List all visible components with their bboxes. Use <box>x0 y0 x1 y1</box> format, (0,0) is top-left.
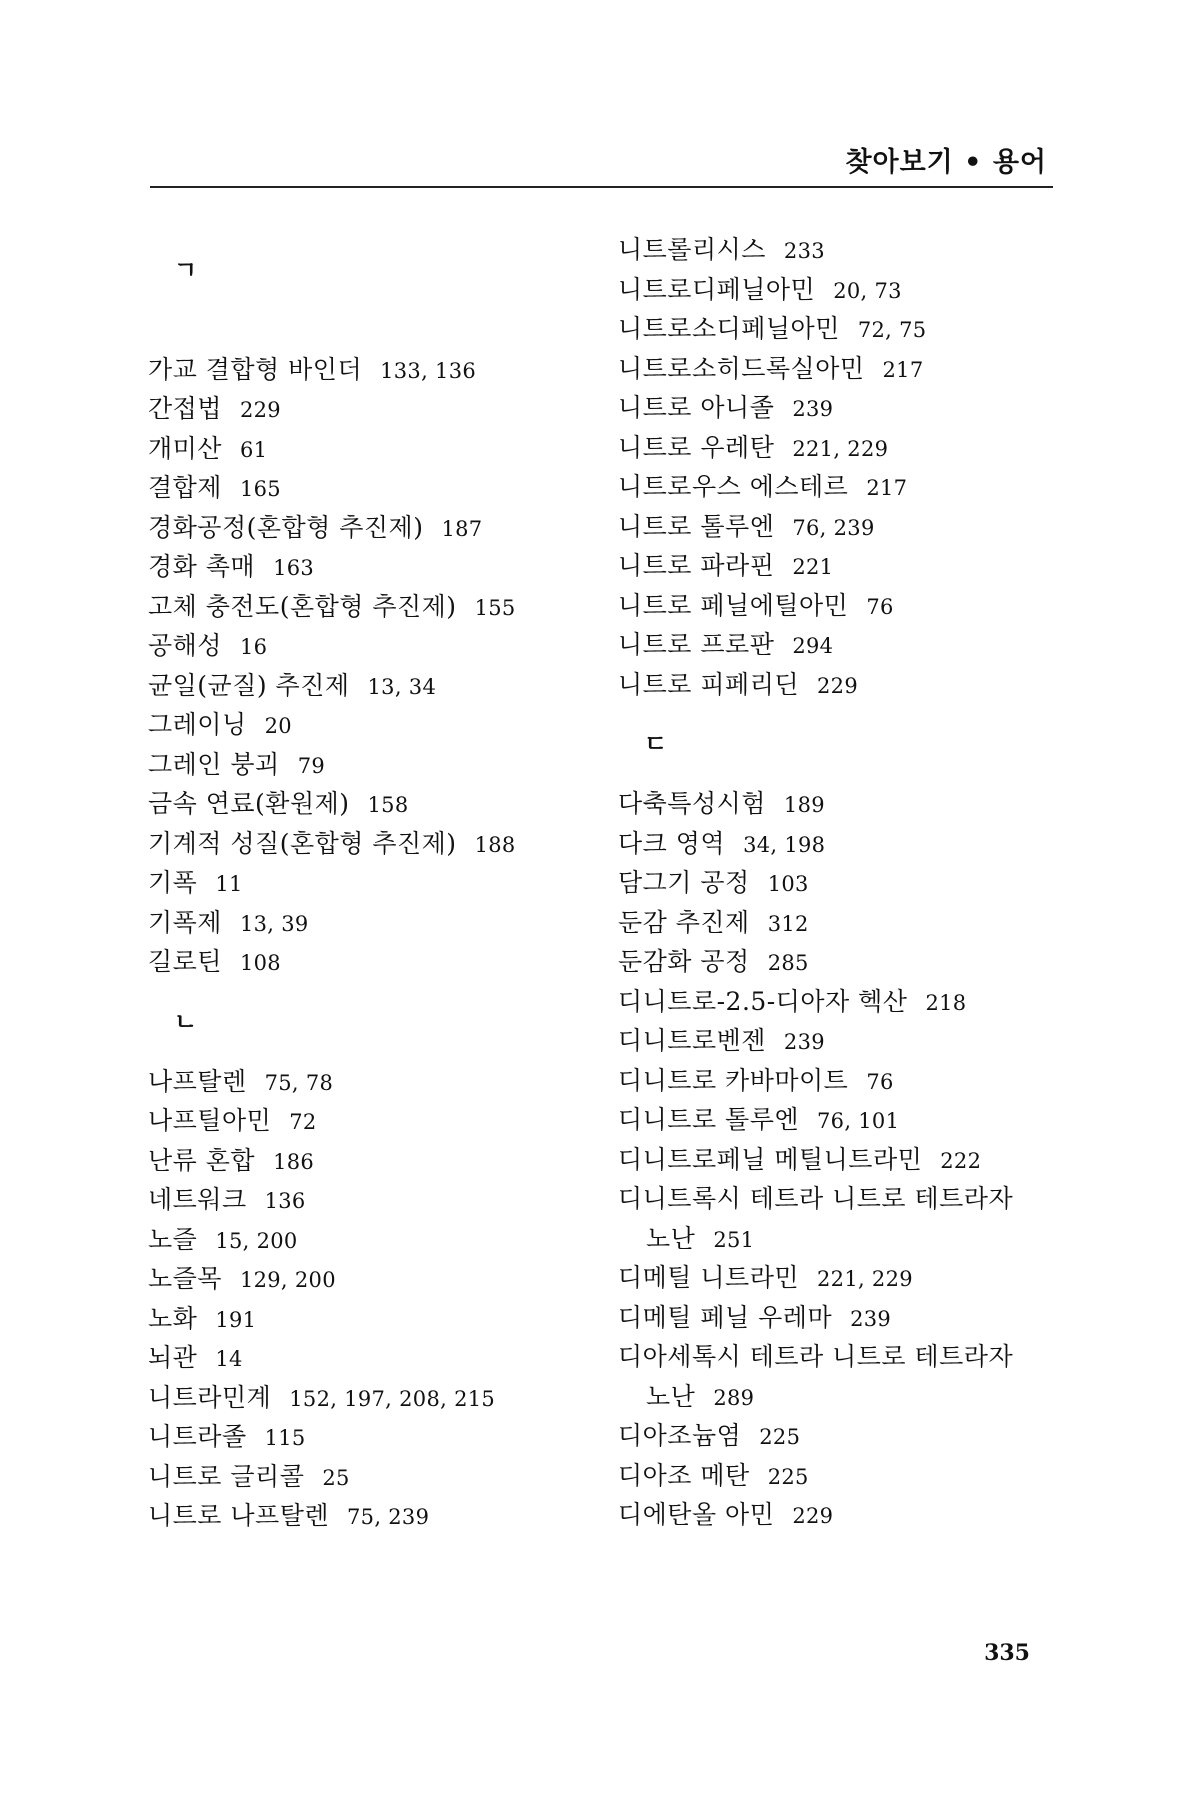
index-pages: 25 <box>322 1465 350 1490</box>
index-pages: 191 <box>215 1307 257 1332</box>
index-entry <box>618 1100 1068 1140</box>
index-entry <box>148 429 588 469</box>
index-pages: 229 <box>239 398 281 422</box>
index-term: 둔감화 공정 <box>618 947 750 976</box>
index-term: 뇌관 <box>148 1343 198 1372</box>
index-entry <box>618 784 1068 824</box>
index-term: 기폭제 <box>148 907 222 937</box>
index-pages: 218 <box>925 990 967 1015</box>
index-term: 그레인 붕괴 <box>148 749 280 779</box>
index-pages: 225 <box>759 1425 801 1449</box>
index-entry <box>618 982 1068 1022</box>
index-pages: 217 <box>866 476 908 500</box>
index-entry <box>148 784 588 824</box>
index-entry <box>148 1338 588 1378</box>
index-entry <box>148 1180 588 1220</box>
index-entry <box>618 388 1068 428</box>
index-term: 경화공정(혼합형 추진제) <box>148 512 424 542</box>
index-entry <box>148 903 588 943</box>
index-column-right <box>618 230 1068 1535</box>
index-entry <box>618 1298 1068 1338</box>
index-term: 디아조늄염 <box>618 1421 742 1450</box>
index-term: 노화 <box>148 1303 198 1333</box>
index-term: 디니트로 카바마이트 <box>618 1065 849 1095</box>
index-entry <box>618 349 1068 389</box>
index-entry <box>148 547 588 587</box>
index-entry <box>148 350 588 390</box>
index-term: 디아세톡시 테트라 니트로 테트라자 <box>618 1342 1014 1371</box>
index-entry <box>148 1220 588 1260</box>
index-pages: 239 <box>783 1030 825 1054</box>
index-pages: 20 <box>264 714 292 738</box>
index-entry <box>618 546 1068 586</box>
index-term: 니트로 피페리딘 <box>618 669 799 699</box>
index-term: 디메틸 니트라민 <box>618 1263 799 1292</box>
index-entry <box>618 1337 1068 1377</box>
section-letter: ㄱ <box>174 256 198 284</box>
index-pages: 103 <box>767 872 809 896</box>
index-pages: 11 <box>215 872 243 896</box>
index-pages: 76, 101 <box>817 1109 900 1133</box>
index-entry <box>148 1457 588 1497</box>
index-term: 니트로 글리콜 <box>148 1461 305 1491</box>
index-entry <box>148 1496 588 1536</box>
index-entry <box>148 666 588 706</box>
index-entry <box>618 665 1068 705</box>
index-term: 노난 <box>646 1223 696 1253</box>
index-entry <box>618 467 1068 507</box>
index-pages: 217 <box>882 357 924 382</box>
index-term: 간접법 <box>148 394 222 423</box>
section-letter: ㄴ <box>174 1007 198 1036</box>
index-term: 네트워크 <box>148 1185 247 1214</box>
index-pages: 189 <box>783 793 825 817</box>
index-term: 니트로 프로판 <box>618 630 775 659</box>
index-term: 디아조 메탄 <box>618 1460 750 1490</box>
index-term: 결합제 <box>148 473 222 502</box>
index-term: 니트롤리시스 <box>618 235 766 264</box>
index-pages: 133, 136 <box>380 358 477 383</box>
index-pages: 129, 200 <box>239 1268 336 1292</box>
index-pages: 76, 239 <box>792 515 875 540</box>
index-entry <box>148 1141 588 1181</box>
index-entry <box>148 626 588 666</box>
index-entry <box>148 468 588 508</box>
index-term: 니트로소히드록실아민 <box>618 353 865 383</box>
index-pages: 72, 75 <box>857 318 927 342</box>
index-pages: 72 <box>289 1110 317 1134</box>
index-term: 노즐목 <box>148 1264 222 1293</box>
index-pages: 225 <box>767 1464 809 1489</box>
index-term: 둔감 추진제 <box>618 907 750 937</box>
index-pages: 289 <box>713 1385 755 1410</box>
index-term: 니트로디페닐아민 <box>618 274 816 304</box>
index-pages: 15, 200 <box>215 1228 298 1253</box>
index-entry <box>148 942 588 982</box>
index-pages: 239 <box>850 1306 892 1331</box>
index-term: 나프탈렌 <box>148 1066 247 1096</box>
index-entry <box>618 1179 1068 1219</box>
index-term: 경화 촉매 <box>148 552 256 581</box>
index-entry <box>148 389 588 429</box>
index-entry <box>618 1021 1068 1061</box>
index-term: 담그기 공정 <box>618 868 750 897</box>
index-entry <box>148 824 588 864</box>
index-term: 니트로 파라핀 <box>618 551 775 580</box>
index-pages: 188 <box>474 832 516 857</box>
index-term: 다축특성시험 <box>618 789 766 818</box>
spacer <box>148 310 588 350</box>
index-pages: 152, 197, 208, 215 <box>289 1386 496 1411</box>
index-pages: 163 <box>273 556 315 580</box>
index-pages: 158 <box>367 793 409 817</box>
index-term: 니트라졸 <box>148 1422 247 1451</box>
index-pages: 76 <box>866 594 894 619</box>
index-entry <box>618 1495 1068 1535</box>
index-term: 니트로 나프탈렌 <box>148 1501 329 1530</box>
index-pages: 165 <box>239 477 281 501</box>
index-entry <box>148 1101 588 1141</box>
index-term: 디에탄올 아민 <box>618 1500 775 1529</box>
index-entry <box>148 745 588 785</box>
index-entry <box>618 625 1068 665</box>
index-pages: 221 <box>792 555 834 579</box>
index-term: 디니트로-2.5-디아자 헥산 <box>618 986 908 1016</box>
header-rule <box>150 186 1053 188</box>
index-term: 디니트로벤젠 <box>618 1026 766 1055</box>
index-pages: 136 <box>264 1189 306 1213</box>
index-term: 니트로 페닐에틸아민 <box>618 590 849 620</box>
index-pages: 221, 229 <box>792 436 889 461</box>
index-entry <box>618 586 1068 626</box>
index-term: 기폭 <box>148 868 198 897</box>
index-term: 니트라민계 <box>148 1382 272 1412</box>
page-number: 335 <box>984 1640 1030 1666</box>
index-entry <box>618 428 1068 468</box>
index-pages: 186 <box>273 1149 315 1174</box>
index-entry <box>618 270 1068 310</box>
section-letter: ㄷ <box>644 730 668 758</box>
index-column-left <box>148 230 588 1536</box>
index-term: 디메틸 페닐 우레마 <box>618 1302 833 1332</box>
index-entry <box>148 508 588 548</box>
index-pages: 312 <box>767 911 809 936</box>
index-pages: 75, 239 <box>347 1505 430 1529</box>
index-pages: 222 <box>940 1148 982 1173</box>
index-entry <box>618 1456 1068 1496</box>
index-term: 니트로우스 에스테르 <box>618 472 849 501</box>
index-pages: 20, 73 <box>833 278 902 303</box>
index-entry <box>618 1140 1068 1180</box>
index-term: 그레이닝 <box>148 710 247 739</box>
index-pages: 229 <box>792 1504 834 1528</box>
index-pages: 61 <box>239 437 268 462</box>
index-entry <box>148 1062 588 1102</box>
index-entry <box>148 587 588 627</box>
index-pages: 251 <box>713 1227 755 1252</box>
index-entry-continuation <box>618 1219 1068 1259</box>
index-term: 디니트로페닐 메틸니트라민 <box>618 1144 923 1174</box>
index-term: 디니트로 톨루엔 <box>618 1105 799 1134</box>
index-term: 길로틴 <box>148 947 222 976</box>
index-pages: 13, 34 <box>367 674 437 699</box>
index-term: 난류 혼합 <box>148 1145 256 1175</box>
index-pages: 108 <box>239 951 281 975</box>
index-pages: 79 <box>297 753 326 778</box>
index-pages: 34, 198 <box>743 832 826 857</box>
index-term: 나프틸아민 <box>148 1106 272 1135</box>
page-header <box>150 128 1053 188</box>
index-pages: 14 <box>215 1347 243 1371</box>
index-entry-continuation <box>618 1377 1068 1417</box>
index-term: 디니트록시 테트라 니트로 테트라자 <box>618 1184 1014 1213</box>
index-pages: 155 <box>474 595 516 620</box>
index-entry <box>148 1378 588 1418</box>
index-pages: 294 <box>792 634 834 658</box>
index-pages: 239 <box>792 397 834 421</box>
index-entry <box>618 942 1068 982</box>
index-term: 기계적 성질(혼합형 추진제) <box>148 828 457 858</box>
index-term: 노난 <box>646 1381 696 1411</box>
index-entry <box>618 1258 1068 1298</box>
index-entry <box>148 1417 588 1457</box>
index-term: 노즐 <box>148 1224 198 1254</box>
index-term: 공해성 <box>148 631 222 660</box>
index-entry <box>618 309 1068 349</box>
index-entry <box>618 903 1068 943</box>
index-term: 니트로 우레탄 <box>618 432 775 462</box>
index-term: 다크 영역 <box>618 828 726 858</box>
index-pages: 76 <box>866 1069 894 1094</box>
index-entry <box>618 824 1068 864</box>
index-term: 가교 결합형 바인더 <box>148 354 363 384</box>
index-entry <box>618 1061 1068 1101</box>
index-term: 니트로 톨루엔 <box>618 511 775 541</box>
index-entry <box>148 705 588 745</box>
index-term: 니트로소디페닐아민 <box>618 314 840 343</box>
index-pages: 229 <box>817 673 858 698</box>
index-pages: 285 <box>767 951 809 975</box>
index-term: 균일(균질) 추진제 <box>148 670 350 700</box>
index-entry <box>148 1299 588 1339</box>
index-entry <box>618 507 1068 547</box>
running-title: 찾아보기 • 용어 <box>845 147 1047 178</box>
index-term: 금속 연료(환원제) <box>148 789 350 818</box>
index-pages: 75, 78 <box>264 1070 334 1095</box>
index-pages: 16 <box>239 635 268 659</box>
index-entry <box>148 863 588 903</box>
index-entry <box>618 230 1068 270</box>
index-pages: 233 <box>783 239 825 263</box>
index-term: 개미산 <box>148 433 222 463</box>
index-term: 니트로 아니졸 <box>618 393 775 422</box>
index-entry <box>618 863 1068 903</box>
index-pages: 187 <box>441 516 483 541</box>
index-entry <box>148 1259 588 1299</box>
index-entry <box>618 1416 1068 1456</box>
index-term: 고체 충전도(혼합형 추진제) <box>148 591 457 621</box>
index-pages: 13, 39 <box>239 911 309 936</box>
index-pages: 115 <box>264 1426 306 1450</box>
index-pages: 221, 229 <box>817 1267 913 1291</box>
